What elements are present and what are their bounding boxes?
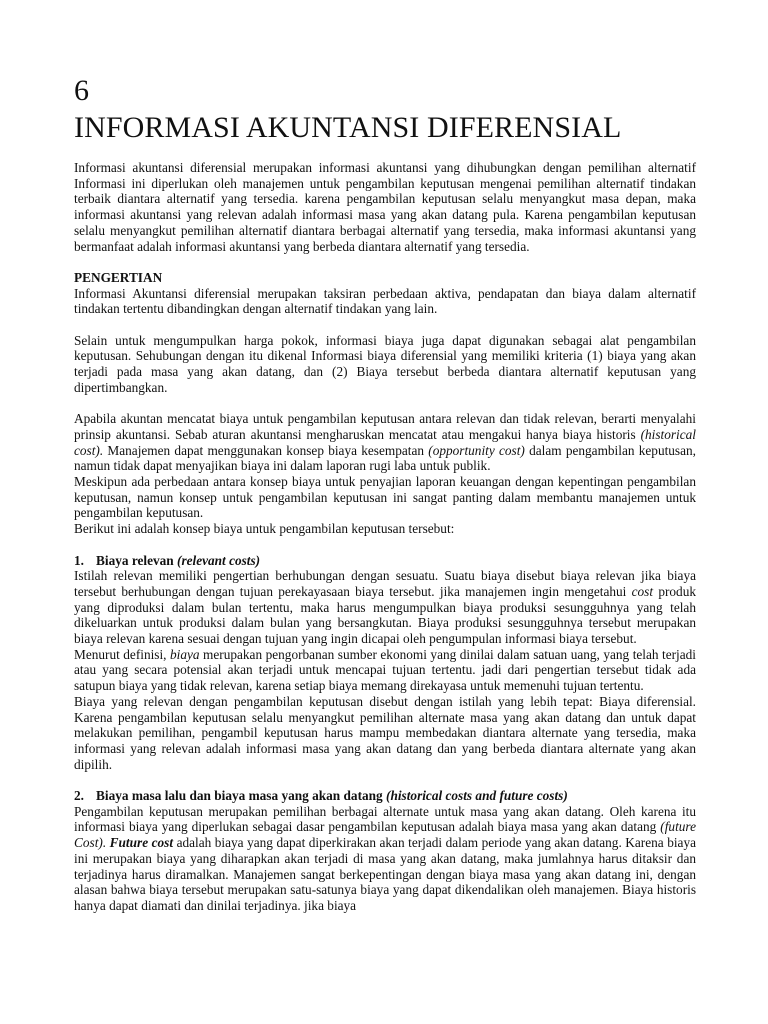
- subheading-relevant-costs: [74, 553, 696, 569]
- text-run: Istilah relevan memiliki pengertian berhubungan dengan sesuatu. Suatu biaya disebut biaya relevan jika biaya tersebut berhubungan dengan tujuan perekayasaan biaya tersebut. jika manajemen ingin mengetahui: [74, 568, 696, 599]
- text-run: Pengambilan keputusan merupakan pemilihan berbagai alternate untuk masa yang akan datang. Oleh karena itu informasi biaya yang diperlukan sebagai dasar pengambilan keputusan adalah biaya masa yang akan datang: [74, 803, 696, 835]
- relevant-paragraph-2: [74, 647, 696, 694]
- text-run: Menurut definisi,: [74, 646, 170, 662]
- chapter-number: 6: [74, 74, 89, 107]
- pengertian-paragraph-2: Selain untuk mengumpulkan harga pokok, informasi biaya juga dapat digunakan sebagai alat pengambilan keputusan. Sehubungan dengan itu dikenal Informasi biaya diferensial yang memiliki kriteria (1) biaya yang akan terjadi pada masa yang akan datang, dan (2) Biaya tersebut berbeda diantara alternatif keputusan yang dipertimbangkan.: [74, 332, 696, 395]
- item-number: 1.: [74, 552, 84, 568]
- historical-paragraph-1: [74, 804, 696, 914]
- text-run: merupakan pengorbanan sumber ekonomi yang dinilai dalam satuan uang, yang telah terjadi atau yang secara potensial akan terjadi untuk mencapai tujuan tertentu. jadi dari pengertian tersebut tidak ada satupun biaya yang tidak relevan, karena setiap biaya memang direkayasa untuk memenuhi tujuan tertentu.: [74, 646, 696, 694]
- relevant-paragraph-1: [74, 568, 696, 647]
- subheading-title: Biaya relevan: [96, 552, 178, 568]
- relevant-paragraph-3: Biaya yang relevan dengan pengambilan keputusan disebut dengan istilah yang lebih tepat: Biaya diferensial. Karena pengambilan keputusan selalu menyangkut pemilihan alternate masa yang akan datang dan untuk dapat melakukan pemilihan, pengambil keputusan harus mampu membedakan diantara alternate yang tersedia, maka informasi yang relevan adalah informasi masa yang akan datang dan yang berbeda diantara alternate yang akan dipilih.: [74, 693, 696, 772]
- subheading-title: Biaya masa lalu dan biaya masa yang akan datang: [96, 788, 387, 804]
- subheading-english-term: (historical costs and future costs): [386, 788, 568, 804]
- pengertian-paragraph-5: Berikut ini adalah konsep biaya untuk pengambilan keputusan tersebut:: [74, 521, 455, 537]
- pengertian-paragraph-3: [74, 411, 696, 474]
- text-run: Manajemen dapat menggunakan konsep biaya kesempatan: [103, 442, 429, 458]
- subheading-english-term: (relevant costs): [177, 552, 261, 568]
- text-run: adalah biaya yang dapat diperkirakan akan terjadi dalam periode yang akan datang. Karena biaya ini merupakan biaya yang diharapkan akan terjadi di masa yang akan datang, maka jumlahnya harus ditaksir dan terjadinya harus diramalkan. Manajemen sangat berkepentingan dengan biaya masa yang akan datang ini, dengan alasan bahwa biaya tersebut merupakan satu-satunya biaya yang dapat dikendalikan oleh manajemen. Biaya historis hanya dapat diamati dan dinilai terjadinya. jika biaya: [74, 835, 696, 913]
- biaya-term: biaya: [170, 646, 200, 662]
- body-text: [74, 160, 696, 914]
- pengertian-paragraph-1: Informasi Akuntansi diferensial merupakan taksiran perbedaan aktiva, pendapatan dan biaya dalam alternatif tindakan tertentu dibandingkan dengan alternatif tindakan yang lain.: [74, 285, 696, 317]
- text-run: produk yang diproduksi dalam bulan tertentu, maka harus mengumpulkan biaya produksi sesungguhnya yang telah dikeluarkan untuk produksi dalam bulan yang bersangkutan. Biaya produksi sesungguhnya tersebut merupakan biaya relevan karena sesuai dengan tujuan yang ingin dicapai oleh pengumpulan informasi biaya tersebut.: [74, 583, 696, 647]
- section-heading-pengertian: PENGERTIAN: [74, 269, 163, 285]
- text-run: dalam pengambilan keputusan, namun tidak dapat menyajikan biaya ini dalam laporan rugi laba untuk publik.: [74, 442, 696, 474]
- text-run: Apabila akuntan mencatat biaya untuk pengambilan keputusan antara relevan dan tidak relevan, berarti menyalahi prinsip akuntansi. Sebab aturan akuntansi mengharuskan mencatat atau mengakui hanya biaya historis: [74, 411, 696, 442]
- item-number: 2.: [74, 788, 84, 804]
- cost-term: cost: [631, 583, 654, 599]
- historical-cost-term: (historical cost).: [74, 426, 696, 458]
- subheading-historical-future-costs: [74, 788, 696, 804]
- future-cost-bold-term: Future cost: [109, 835, 174, 851]
- future-cost-term: (future Cost).: [74, 819, 696, 851]
- opportunity-cost-term: (opportunity cost): [428, 442, 525, 458]
- intro-paragraph: Informasi akuntansi diferensial merupakan informasi akuntansi yang dihubungkan dengan pemilihan alternatif Informasi ini diperlukan oleh manajemen untuk pengambilan keputusan mengenai pemilihan alternatif tindakan terbaik diantara alternatif yang tersedia. karena pengambilan keputusan selalu menyangkut masa depan, maka informasi akuntansi yang relevan adalah informasi masa yang akan datang pula. Karena pengambilan keputusan selalu menyangkut pemilihan alternatif diantara berbagai alternatif yang tersedia, maka informasi akuntansi yang bermanfaat adalah informasi akuntansi yang berbeda diantara alternatif yang tersedia.: [74, 160, 696, 254]
- chapter-title: INFORMASI AKUNTANSI DIFERENSIAL: [74, 111, 622, 144]
- pengertian-paragraph-4: Meskipun ada perbedaan antara konsep biaya untuk penyajian laporan keuangan dengan kepentingan pengambilan keputusan, namun konsep untuk pengambilan keputusan ini sangat panting dalam membantu manajemen untuk pengambilan keputusan.: [74, 474, 696, 521]
